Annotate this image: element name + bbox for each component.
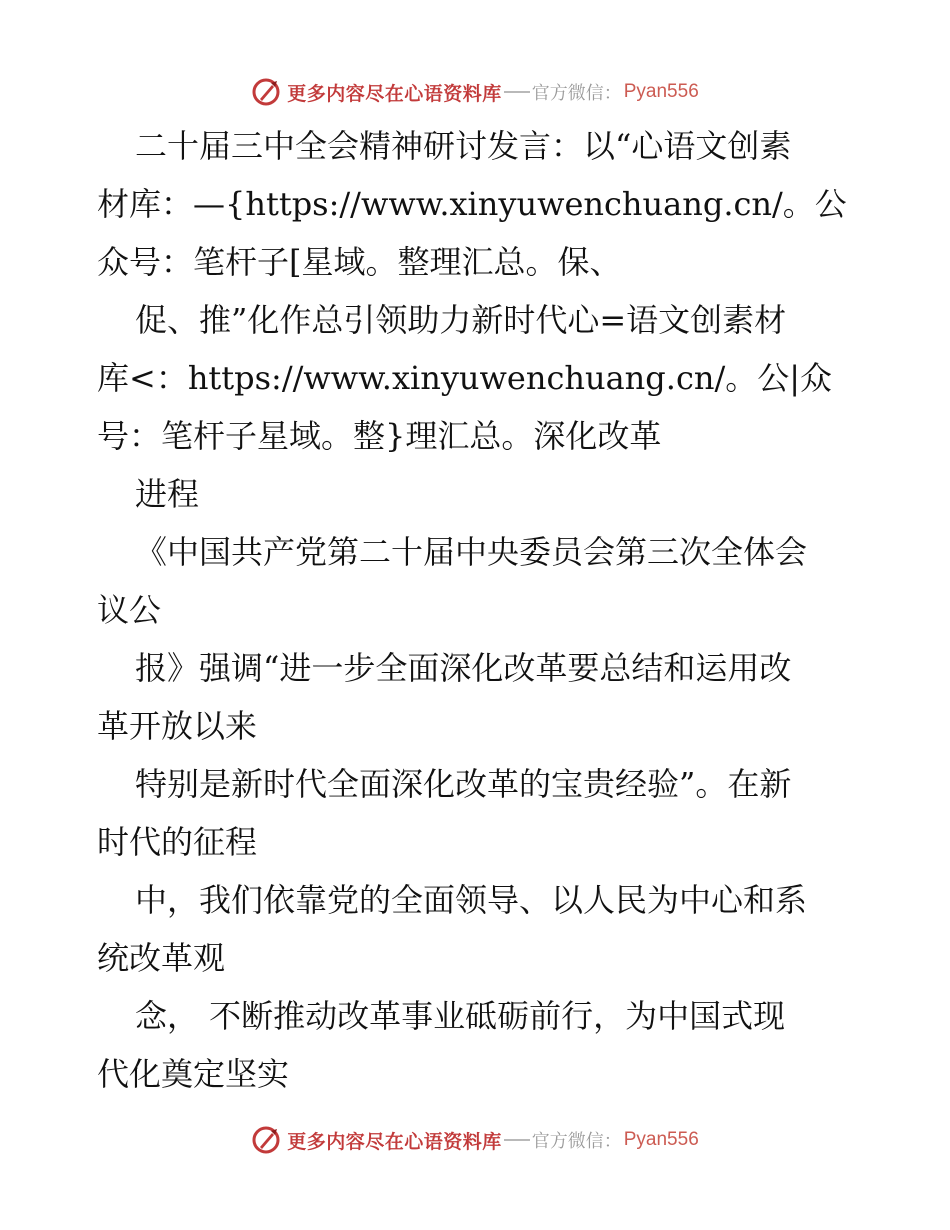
text-line: 统改革观 xyxy=(97,939,226,977)
banner-dash xyxy=(504,1139,530,1141)
header-banner xyxy=(0,72,950,112)
footer-banner xyxy=(0,1120,950,1160)
text-line: 念， 不断推动改革事业砥砺前行，为中国式现 xyxy=(135,997,786,1035)
text-line: 众号：笔杆子[星域。整理汇总。保、 xyxy=(97,243,622,281)
quill-in-circle-logo-icon xyxy=(251,1125,281,1155)
banner-official-label: 官方微信： xyxy=(531,1131,622,1152)
quill-in-circle-logo-icon xyxy=(251,77,281,107)
text-line: 革开放以来 xyxy=(97,707,258,745)
text-line: 代化奠定坚实 xyxy=(97,1055,290,1093)
banner-dash xyxy=(504,91,530,93)
text-line: 中，我们依靠党的全面领导、以人民为中心和系 xyxy=(135,881,808,919)
banner-site-text: 更多内容尽在心语资料库 xyxy=(287,1130,502,1153)
banner-site-text: 更多内容尽在心语资料库 xyxy=(287,82,502,105)
text-line: 特别是新时代全面深化改革的宝贵经验”。在新 xyxy=(135,765,792,803)
text-line: 促、推”化作总引领助力新时代心=语文创素材 xyxy=(135,301,787,339)
text-line: 《中国共产党第二十届中央委员会第三次全体会 xyxy=(135,533,808,571)
text-line: 议公 xyxy=(97,591,162,629)
banner-wechat-handle: Pyan556 xyxy=(623,81,699,102)
text-line: 二十届三中全会精神研讨发言：以“心语文创素 xyxy=(135,127,792,165)
text-line: 号：笔杆子星域。整}理汇总。深化改革 xyxy=(97,417,662,455)
text-line: 报》强调“进一步全面深化改革要总结和运用改 xyxy=(135,649,792,687)
banner-wechat-handle: Pyan556 xyxy=(623,1129,699,1150)
text-line: 材库：—{https://www.xinyuwenchuang.cn/。公 xyxy=(97,185,847,223)
text-line: 库<：https://www.xinyuwenchuang.cn/。公|众 xyxy=(97,359,833,397)
text-line: 进程 xyxy=(135,475,200,513)
text-line: 时代的征程 xyxy=(97,823,258,861)
banner-official-label: 官方微信： xyxy=(531,83,622,104)
